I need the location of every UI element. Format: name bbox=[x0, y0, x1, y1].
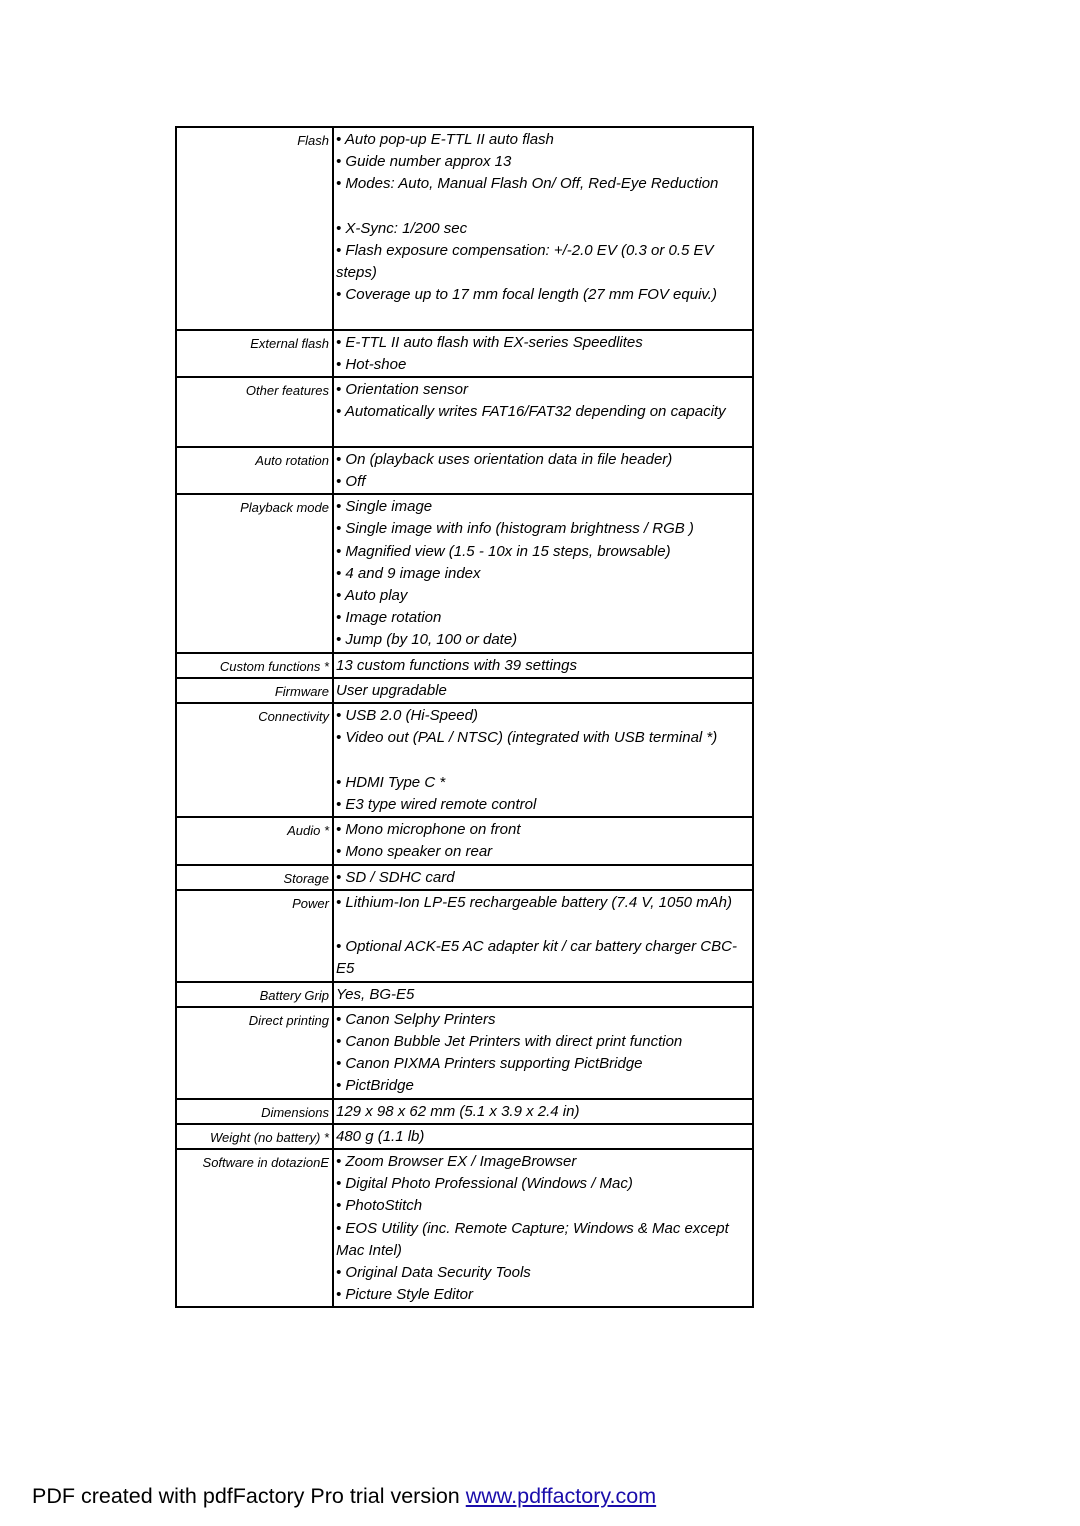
spec-value-line: • Modes: Auto, Manual Flash On/ Off, Red-Eye Reduction bbox=[336, 175, 719, 193]
spec-value-line: • Automatically writes FAT16/FAT32 depending on capacity bbox=[336, 403, 726, 421]
spec-value-line bbox=[336, 914, 748, 936]
spec-value-cell bbox=[333, 653, 753, 678]
spec-value-line: • X-Sync: 1/200 sec bbox=[336, 219, 468, 237]
spec-value-line: • EOS Utility (inc. Remote Capture; Windows & Mac except Mac Intel) bbox=[336, 1219, 729, 1259]
spec-value-cell bbox=[333, 447, 753, 494]
spec-value-line: • Optional ACK-E5 AC adapter kit / car battery charger CBC-E5 bbox=[336, 938, 737, 978]
spec-row bbox=[176, 494, 753, 652]
spec-row bbox=[176, 330, 753, 377]
spec-label: Flash bbox=[297, 133, 329, 148]
spec-value-cell bbox=[333, 982, 753, 1007]
spec-label-cell bbox=[176, 494, 333, 652]
spec-value-line: • Auto pop-up E-TTL II auto flash bbox=[336, 131, 554, 148]
spec-value-cell bbox=[333, 703, 753, 817]
spec-label-cell bbox=[176, 678, 333, 703]
spec-row bbox=[176, 377, 753, 447]
spec-value-line: • Video out (PAL / NTSC) (integrated with USB terminal *) bbox=[336, 729, 718, 747]
spec-value-line: • E-TTL II auto flash with EX-series Speedlites bbox=[336, 333, 643, 351]
spec-value-cell bbox=[333, 1007, 753, 1099]
spec-value-line: • Off bbox=[336, 473, 366, 491]
spec-label-cell bbox=[176, 1099, 333, 1124]
spec-label-cell bbox=[176, 447, 333, 494]
spec-value-line: 129 x 98 x 62 mm (5.1 x 3.9 x 2.4 in) bbox=[336, 1102, 580, 1120]
spec-label: Audio * bbox=[287, 823, 329, 839]
spec-value-line: • Orientation sensor bbox=[336, 381, 468, 399]
spec-value-line: • 4 and 9 image index bbox=[336, 564, 481, 582]
spec-value-line: • Canon Bubble Jet Printers with direct print function bbox=[336, 1032, 683, 1050]
spec-value-line: • Mono speaker on rear bbox=[336, 843, 493, 861]
spec-value-line: • Canon PIXMA Printers supporting PictBridge bbox=[336, 1055, 643, 1073]
spec-value-line: • Flash exposure compensation: +/-2.0 EV (0.3 or 0.5 EV steps) bbox=[336, 242, 714, 282]
spec-row bbox=[176, 982, 753, 1007]
spec-value-line: • Image rotation bbox=[336, 609, 442, 627]
spec-value-cell bbox=[333, 890, 753, 982]
spec-value-line: 13 custom functions with 39 settings bbox=[336, 656, 577, 674]
spec-row bbox=[176, 653, 753, 678]
spec-label: Power bbox=[292, 895, 329, 911]
spec-label-cell bbox=[176, 1007, 333, 1099]
spec-value-line: • PhotoStitch bbox=[336, 1197, 423, 1215]
spec-row bbox=[176, 678, 753, 703]
spec-value-line: • Single image bbox=[336, 498, 433, 516]
spec-value-cell bbox=[333, 678, 753, 703]
spec-label-cell bbox=[176, 1149, 333, 1307]
spec-label-cell bbox=[176, 127, 333, 330]
spec-label: Custom functions * bbox=[219, 658, 329, 674]
spec-value-line: • Auto play bbox=[336, 587, 408, 605]
spec-table-body bbox=[176, 127, 753, 1307]
spec-label: Battery Grip bbox=[259, 987, 329, 1003]
spec-label-cell bbox=[176, 890, 333, 982]
spec-table bbox=[175, 126, 754, 1308]
spec-value-line: • Canon Selphy Printers bbox=[336, 1010, 496, 1028]
spec-value-line bbox=[336, 424, 748, 446]
spec-value-line bbox=[336, 749, 748, 771]
spec-value-line: • Hot-shoe bbox=[336, 356, 407, 374]
spec-label: Auto rotation bbox=[255, 452, 329, 468]
spec-value-line: • Zoom Browser EX / ImageBrowser bbox=[336, 1152, 577, 1170]
spec-label: Weight (no battery) * bbox=[210, 1129, 329, 1145]
spec-value-cell bbox=[333, 494, 753, 652]
spec-value-cell bbox=[333, 1149, 753, 1307]
spec-value-line: • Original Data Security Tools bbox=[336, 1263, 531, 1281]
spec-row bbox=[176, 865, 753, 890]
spec-label: Connectivity bbox=[258, 709, 329, 725]
spec-label-cell bbox=[176, 982, 333, 1007]
spec-row bbox=[176, 447, 753, 494]
pdf-footer bbox=[32, 1484, 656, 1509]
spec-value-line: • Magnified view (1.5 - 10x in 15 steps, browsable) bbox=[336, 542, 671, 560]
spec-value-line: • E3 type wired remote control bbox=[336, 795, 537, 813]
spec-label-cell bbox=[176, 377, 333, 447]
spec-row bbox=[176, 1149, 753, 1307]
spec-label: Software in dotazionE bbox=[202, 1154, 329, 1170]
spec-value-cell bbox=[333, 1124, 753, 1149]
spec-value-cell bbox=[333, 1099, 753, 1124]
spec-value-line bbox=[336, 307, 748, 329]
spec-value-line: • USB 2.0 (Hi-Speed) bbox=[336, 707, 478, 725]
spec-value-line: User upgradable bbox=[336, 681, 447, 699]
spec-value-line: • PictBridge bbox=[336, 1077, 414, 1095]
spec-value-line: • Digital Photo Professional (Windows / Mac) bbox=[336, 1175, 633, 1193]
spec-row bbox=[176, 127, 753, 330]
spec-row bbox=[176, 890, 753, 982]
spec-label-cell bbox=[176, 330, 333, 377]
spec-label-cell bbox=[176, 653, 333, 678]
spec-value-line bbox=[336, 196, 748, 218]
spec-label: External flash bbox=[250, 335, 329, 351]
spec-value-cell bbox=[333, 865, 753, 890]
spec-row bbox=[176, 817, 753, 864]
spec-value-line: • Lithium-Ion LP-E5 rechargeable battery (7.4 V, 1050 mAh) bbox=[336, 893, 733, 911]
spec-value-cell bbox=[333, 127, 753, 330]
spec-value-line: • Single image with info (histogram brightness / RGB ) bbox=[336, 520, 694, 538]
spec-value-line: • Jump (by 10, 100 or date) bbox=[336, 631, 518, 649]
spec-value-line: • Guide number approx 13 bbox=[336, 153, 512, 171]
spec-row bbox=[176, 703, 753, 817]
spec-label-cell bbox=[176, 865, 333, 890]
spec-label-cell bbox=[176, 817, 333, 864]
spec-label: Firmware bbox=[274, 683, 329, 699]
spec-row bbox=[176, 1124, 753, 1149]
spec-label: Direct printing bbox=[248, 1012, 329, 1028]
spec-value-line: • Mono microphone on front bbox=[336, 821, 521, 839]
spec-value-cell bbox=[333, 377, 753, 447]
spec-row bbox=[176, 1099, 753, 1124]
spec-label: Other features bbox=[245, 383, 329, 399]
spec-label-cell bbox=[176, 1124, 333, 1149]
spec-value-line: Yes, BG-E5 bbox=[336, 985, 415, 1003]
spec-value-cell bbox=[333, 817, 753, 864]
spec-label-cell bbox=[176, 703, 333, 817]
spec-value-line: 480 g (1.1 lb) bbox=[336, 1127, 425, 1145]
spec-value-cell bbox=[333, 330, 753, 377]
spec-value-line: • HDMI Type C * bbox=[336, 773, 446, 791]
spec-value-line: • SD / SDHC card bbox=[336, 868, 455, 886]
spec-value-line: • Picture Style Editor bbox=[336, 1286, 473, 1304]
spec-value-line: • On (playback uses orientation data in file header) bbox=[336, 450, 673, 468]
spec-value-line: • Coverage up to 17 mm focal length (27 mm FOV equiv.) bbox=[336, 286, 717, 304]
spec-row bbox=[176, 1007, 753, 1099]
footer-link[interactable]: www.pdffactory.com bbox=[465, 1484, 657, 1508]
spec-label: Playback mode bbox=[240, 500, 329, 516]
footer-text: PDF created with pdfFactory Pro trial version bbox=[32, 1484, 466, 1508]
spec-label: Dimensions bbox=[261, 1104, 329, 1120]
spec-label: Storage bbox=[283, 870, 329, 886]
